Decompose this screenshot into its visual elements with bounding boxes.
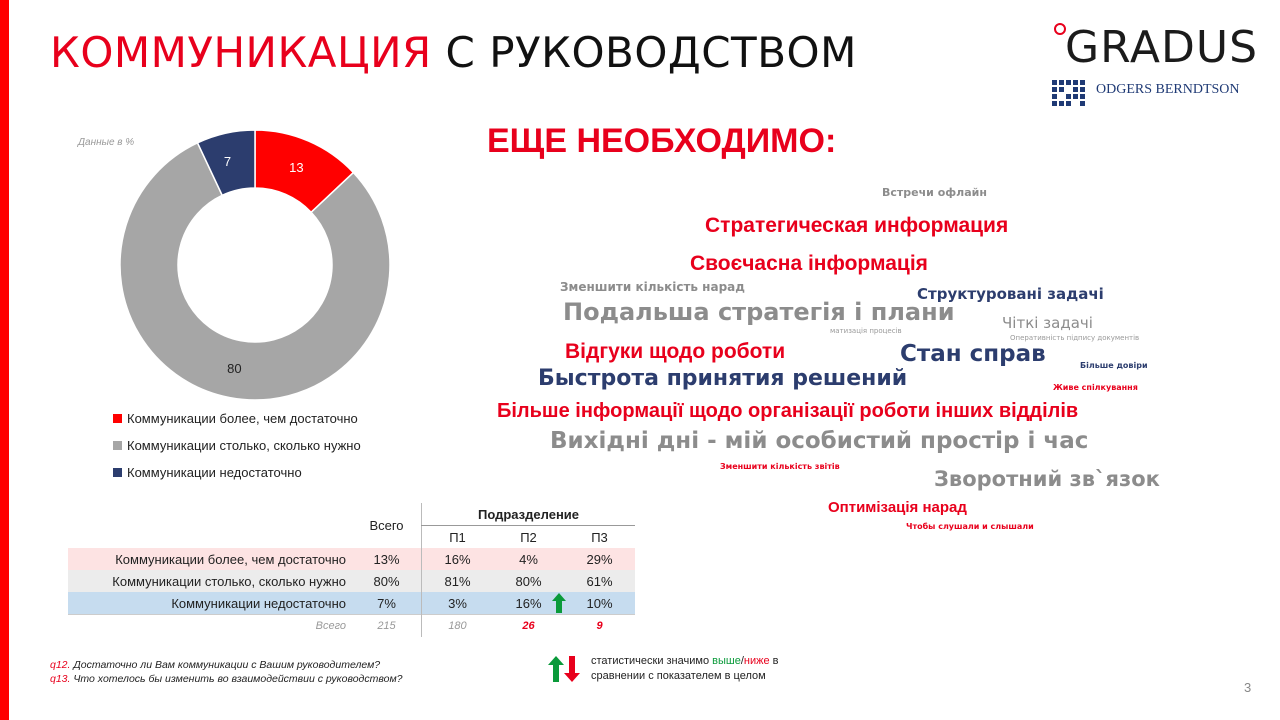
logo-grid-icon xyxy=(1052,80,1088,108)
page-title xyxy=(50,28,857,77)
arrow-up-icon xyxy=(552,593,566,613)
cloud-word: Чтобы слушали и слышали xyxy=(906,522,1034,531)
cell-p3: 29% xyxy=(564,548,635,570)
total-p3: 9 xyxy=(564,615,635,638)
page-number: 3 xyxy=(1244,680,1252,695)
donut-chart xyxy=(110,120,400,410)
row-label: Коммуникации более, чем достаточно xyxy=(68,548,352,570)
cell-p2: 80% xyxy=(493,570,564,592)
cloud-word: Зменшити кількість звітів xyxy=(720,462,840,471)
legend-swatch xyxy=(113,441,122,450)
table-subheader: П2 xyxy=(520,529,537,545)
footnote-text: Что хотелось бы изменить во взаимодействии с руководством? xyxy=(70,673,403,685)
total-all: 215 xyxy=(352,615,422,638)
donut-slice-label: 7 xyxy=(223,153,232,169)
donut-slice-label: 80 xyxy=(227,361,242,377)
logo-gradus-text: GRADUS xyxy=(1065,22,1258,73)
cloud-word: Структуровані задачі xyxy=(917,285,1104,303)
pie-note: Данные в % xyxy=(78,137,135,148)
donut-slice-label: 13 xyxy=(289,159,304,175)
cloud-word: матизація процесів xyxy=(830,327,902,335)
significance-note xyxy=(591,654,779,684)
cloud-word: Чіткі задачі xyxy=(1002,314,1093,332)
cell-all: 7% xyxy=(352,592,422,615)
table-subheader: П3 xyxy=(591,529,608,545)
title-part-2: С РУКОВОДСТВОМ xyxy=(431,28,857,77)
cloud-word: Стан справ xyxy=(900,341,1046,367)
total-p2: 26 xyxy=(493,615,564,638)
sig-lower: ниже xyxy=(743,655,770,667)
footnote-code: q12. xyxy=(50,659,71,671)
cell-p1: 16% xyxy=(422,548,494,570)
cloud-word: Оперативність підпису документів xyxy=(1010,334,1140,342)
sig-line2: сравнении с показателем в целом xyxy=(591,670,766,682)
cell-p3: 61% xyxy=(564,570,635,592)
legend-swatch xyxy=(113,468,122,477)
footnote-code: q13. xyxy=(50,673,71,685)
cloud-word: Подальша стратегія і плани xyxy=(563,298,955,326)
footnote-q12 xyxy=(50,658,402,672)
table-corner xyxy=(68,503,352,548)
cloud-word: Більше інформації щодо організації роботи інших відділів xyxy=(497,400,1079,422)
cloud-word: Оптимізація нарад xyxy=(828,499,967,516)
cell-p2: 4% xyxy=(493,548,564,570)
table-row xyxy=(68,570,635,592)
cell-all: 13% xyxy=(352,548,422,570)
footnote-q13 xyxy=(50,672,402,686)
cloud-word: Своєчасна інформація xyxy=(690,252,928,275)
total-label: Всего xyxy=(68,615,352,638)
cell-p1: 3% xyxy=(422,592,494,615)
sig-higher: выше xyxy=(712,655,741,667)
cloud-word: Зворотний зв`язок xyxy=(934,467,1160,491)
cloud-word: Живе спілкування xyxy=(1053,383,1138,392)
cell-all: 80% xyxy=(352,570,422,592)
row-label: Коммуникации столько, сколько нужно xyxy=(68,570,352,592)
table-header-all: Всего xyxy=(369,518,404,533)
need-title: ЕЩЕ НЕОБХОДИМО: xyxy=(487,122,837,160)
legend-item xyxy=(113,459,361,486)
sig-suffix: в xyxy=(769,655,779,667)
sig-slash: / xyxy=(740,655,744,667)
left-accent-bar xyxy=(0,0,9,720)
legend-swatch xyxy=(113,414,122,423)
chart-legend xyxy=(113,405,361,486)
table-header-group: Подразделение xyxy=(422,503,636,526)
cloud-word: Більше довіри xyxy=(1080,361,1148,370)
table-total-row xyxy=(68,615,635,638)
cloud-word: Стратегическая информация xyxy=(705,214,1009,237)
logo-partner-text: ODGERS BERNDTSON xyxy=(1096,82,1240,97)
cell-p2-wrapper xyxy=(493,592,564,615)
legend-label: Коммуникации недостаточно xyxy=(127,465,302,480)
significance-arrows-icon xyxy=(548,656,582,682)
table-row xyxy=(68,548,635,570)
cloud-word: Зменшити кількість нарад xyxy=(560,280,745,294)
stats-table xyxy=(68,503,635,637)
cell-p3: 10% xyxy=(564,592,635,615)
cloud-word: Встречи офлайн xyxy=(882,186,987,199)
legend-label: Коммуникации столько, сколько нужно xyxy=(127,438,361,453)
cloud-word: Відгуки щодо роботи xyxy=(565,340,786,363)
footnotes xyxy=(50,658,402,686)
cell-p2: 16% xyxy=(515,595,542,611)
row-label: Коммуникации недостаточно xyxy=(68,592,352,615)
title-part-1: КОММУНИКАЦИЯ xyxy=(50,28,432,77)
legend-label: Коммуникации более, чем достаточно xyxy=(127,411,358,426)
cloud-word: Вихідні дні - мій особистий простір і час xyxy=(550,428,1089,454)
total-p1: 180 xyxy=(422,615,494,638)
sig-prefix: статистически значимо xyxy=(591,655,713,667)
cell-p1: 81% xyxy=(422,570,494,592)
company-logo xyxy=(1052,20,1267,112)
table-subheader: П1 xyxy=(422,526,494,549)
footnote-text: Достаточно ли Вам коммуникации с Вашим руководителем? xyxy=(70,659,381,671)
cloud-word: Быстрота принятия решений xyxy=(538,366,908,391)
legend-item xyxy=(113,405,361,432)
table-row xyxy=(68,592,635,615)
legend-item xyxy=(113,432,361,459)
